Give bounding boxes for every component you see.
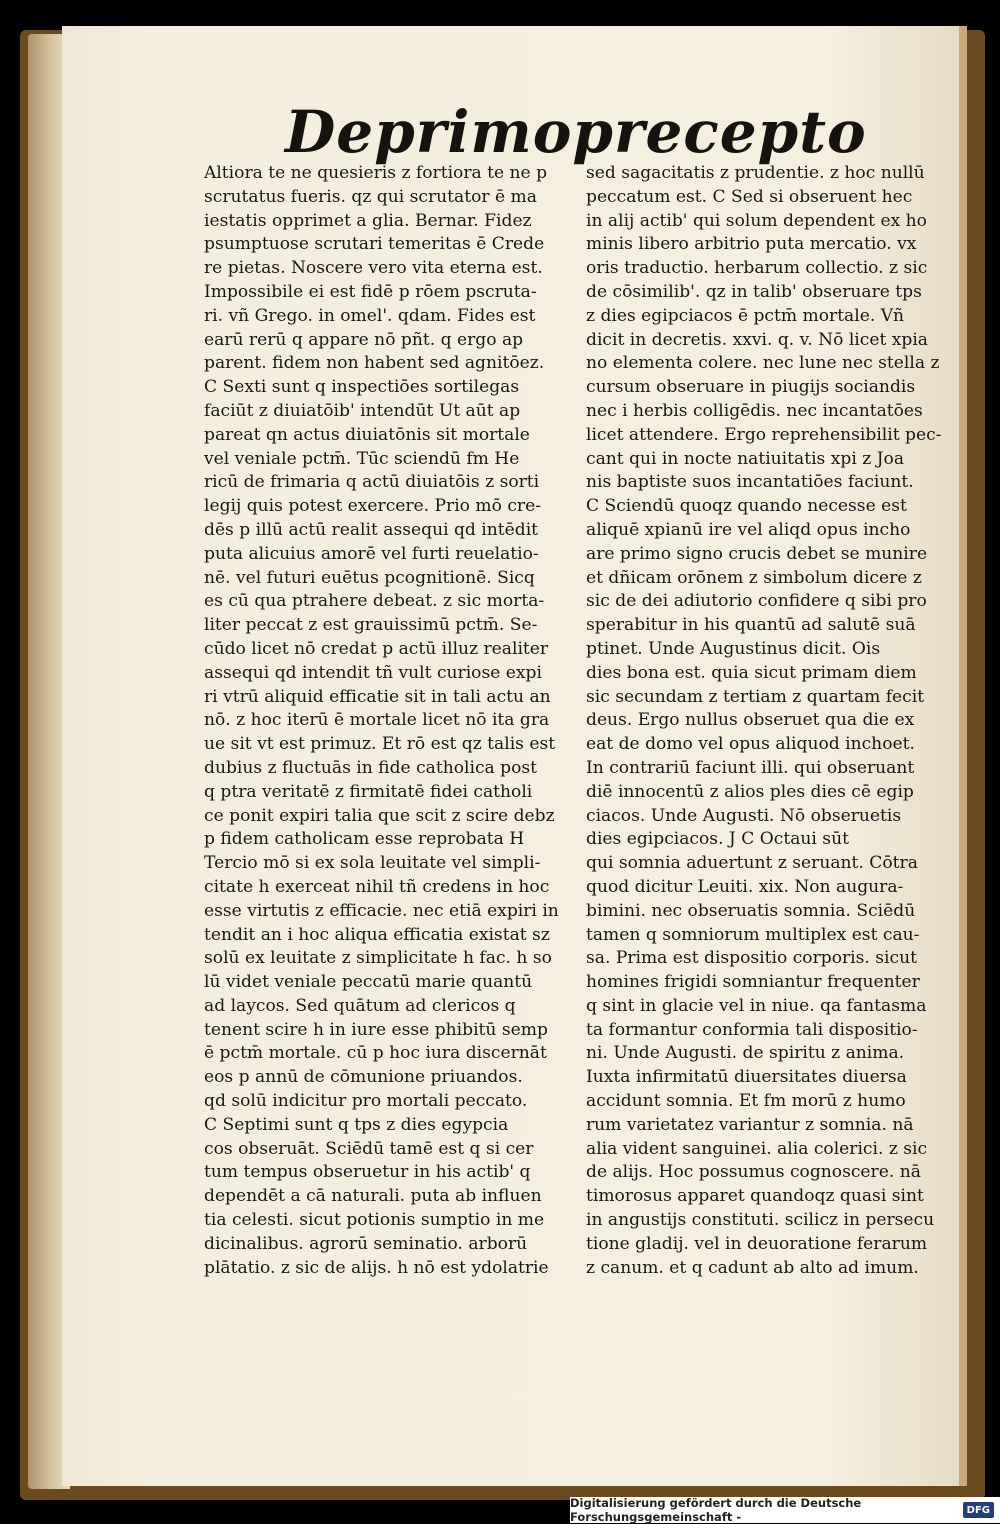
text-line: are primo signo crucis debet se munire [586, 543, 928, 564]
text-line: Tercio mō si ex sola leuitate vel simpli- [204, 853, 541, 874]
text-line: iestatis opprimet a glia. Bernar. Fidez [204, 210, 532, 231]
text-line: earū rerū q appare nō pñt. q ergo ap [204, 329, 524, 350]
text-line: lū videt veniale peccatū marie quantū [204, 972, 533, 993]
text-line: solū ex leuitate z simplicitate h fac. h so [204, 948, 552, 969]
text-line: assequi qd intendit tñ vult curiose expi [204, 662, 542, 683]
heading-word-2: primo [374, 98, 573, 166]
text-line: re pietas. Noscere vero vita eterna est. [204, 258, 543, 279]
text-line: accidunt somnia. Et fm morū z humo [586, 1091, 906, 1112]
text-line: ciacos. Unde Augusti. Nō obseruetis [586, 805, 902, 826]
text-line: esse virtutis z efficacie. nec etiā expiri in [204, 900, 559, 921]
text-line: licet attendere. Ergo reprehensibilit pec- [586, 424, 942, 445]
text-line: sperabitur in his quantū ad salutē suā [586, 615, 916, 636]
text-line: cant qui in nocte natiuitatis xpi z Joa [586, 448, 905, 469]
text-line: quod dicitur Leuiti. xix. Non augura- [586, 876, 904, 897]
text-line: rum varietatez variantur z somnia. nā [586, 1114, 914, 1135]
page-heading [285, 98, 867, 166]
text-line: q ptra veritatē z firmitatē fidei catholi [204, 781, 533, 802]
text-line: ce ponit expiri talia que scit z scire debz [204, 805, 555, 826]
text-line: es cū qua ptrahere debeat. z sic morta- [204, 591, 545, 612]
text-line: ni. Unde Augusti. de spiritu z anima. [586, 1043, 905, 1064]
text-line: dēs p illū actū realit assequi qd intēdit [204, 519, 539, 540]
text-line: et dñicam orōnem z simbolum dicere z [586, 567, 922, 588]
text-line: scrutatus fueris. qz qui scrutator ē ma [204, 186, 537, 207]
text-line: legij quis potest exercere. Prio mō cre- [204, 496, 541, 517]
text-line: qd solū indicitur pro mortali peccato. [204, 1091, 528, 1112]
text-line: in angustijs constituti. scilicz in persecu [586, 1210, 935, 1231]
text-line: cursum obseruare in piugijs sociandis [586, 377, 916, 398]
text-line: q sint in glacie vel in niue. qa fantasma [586, 995, 927, 1016]
text-line: dubius z fluctuās in fide catholica post [204, 757, 538, 778]
text-line: deus. Ergo nullus obseruet qua die ex [586, 710, 915, 731]
text-line: minis libero arbitrio puta mercatio. vx [586, 234, 917, 255]
text-line: Impossibile ei est fidē p rōem pscruta- [204, 281, 537, 302]
text-line: qui somnia aduertunt z seruant. Cōtra [586, 853, 918, 874]
text-line: ta formantur conformia tali dispositio- [586, 1019, 918, 1040]
text-line: ptinet. Unde Augustinus dicit. Ois [586, 638, 881, 659]
text-line: dependēt a cā naturali. puta ab influen [204, 1186, 542, 1207]
left-text-column [204, 162, 564, 1280]
text-line: dies egipciacos. J C Octaui sūt [586, 829, 849, 850]
text-line: Altiora te ne quesieris z fortiora te ne p [204, 163, 548, 183]
text-line: no elementa colere. nec lune nec stella z [586, 353, 940, 374]
text-line: cos obseruāt. Sciēdū tamē est q si cer [204, 1138, 534, 1159]
text-line: tum tempus obseruetur in his actib' q [204, 1162, 531, 1183]
text-line: dies bona est. quia sicut primam diem [586, 662, 917, 683]
heading-word-3: precepto [572, 98, 867, 166]
text-line: sa. Prima est dispositio corporis. sicut [586, 948, 917, 969]
text-line: diē innocentū z alios ples dies cē egip [586, 781, 914, 802]
text-line: ri vtrū aliquid efficatie sit in tali actu an [204, 686, 551, 707]
text-line: sic de dei adiutorio confidere q sibi pro [586, 591, 927, 612]
right-text-column [586, 162, 946, 1280]
text-line: C Sciendū quoqz quando necesse est [586, 496, 907, 517]
text-line: z dies egipciacos ē pctm̄ mortale. Vñ [586, 305, 905, 326]
text-line: liter peccat z est grauissimū pctm̄. Se- [204, 615, 538, 636]
text-line: puta alicuius amorē vel furti reuelatio- [204, 543, 539, 564]
text-line: aliquē xpianū ire vel aliqd opus incho [586, 519, 911, 540]
text-line: eos p annū de cōmunione priuandos. [204, 1067, 523, 1088]
text-line: peccatum est. C Sed si obseruent hec [586, 186, 913, 207]
text-line: p fidem catholicam esse reprobata H [204, 829, 525, 850]
dfg-logo: DFG [963, 1502, 994, 1518]
text-line: ē pctm̄ mortale. cū p hoc iura discernāt [204, 1043, 547, 1064]
text-line: Iuxta infirmitatū diuersitates diuersa [586, 1067, 907, 1088]
text-line: plātatio. z sic de alijs. h nō est ydolatrie [204, 1257, 549, 1278]
text-line: oris traductio. herbarum collectio. z sic [586, 258, 928, 279]
text-line: tia celesti. sicut potionis sumptio in me [204, 1210, 545, 1231]
text-line: C Sexti sunt q inspectiōes sortilegas [204, 377, 520, 398]
text-line: nec i herbis colligēdis. nec incantatōes [586, 400, 923, 421]
text-line: eat de domo vel opus aliquod inchoet. [586, 734, 915, 755]
text-line: homines frigidi somniantur frequenter [586, 972, 920, 993]
text-line: timorosus apparet quandoqz quasi sint [586, 1186, 924, 1207]
text-line: sed sagacitatis z prudentie. z hoc nullū [586, 163, 925, 183]
text-line: vel veniale pctm̄. Tūc sciendū fm He [204, 448, 520, 469]
text-line: ue sit vt est primuz. Et rō est qz talis est [204, 734, 556, 755]
footer-credit-text: Digitalisierung gefördert durch die Deutsche Forschungsgemeinschaft - [570, 1496, 862, 1524]
text-line: in alij actib' qui solum dependent ex ho [586, 210, 927, 231]
text-line: bimini. nec obseruatis somnia. Sciēdū [586, 900, 916, 921]
text-line: pareat qn actus diuiatōnis sit mortale [204, 424, 530, 445]
text-line: de alijs. Hoc possumus cognoscere. nā [586, 1162, 921, 1183]
text-line: C Septimi sunt q tps z dies egypcia [204, 1114, 509, 1135]
text-line: de cōsimilib'. qz in talib' obseruare tps [586, 281, 922, 302]
text-line: tendit an i hoc aliqua efficatia existat sz [204, 924, 550, 945]
text-line: nē. vel futuri euētus pcognitionē. Sicq [204, 567, 535, 588]
text-line: ricū de frimaria q actū diuiatōis z sorti [204, 472, 540, 493]
text-line: dicit in decretis. xxvi. q. v. Nō licet xpia [586, 329, 928, 350]
text-line: tenent scire h in iure esse phibitū semp [204, 1019, 548, 1040]
text-line: z canum. et q cadunt ab alto ad imum. [586, 1257, 919, 1278]
text-line: ri. vñ Grego. in omel'. qdam. Fides est [204, 305, 536, 326]
text-line: nō. z hoc iterū ē mortale licet nō ita gra [204, 710, 550, 731]
digitization-footer [570, 1497, 1000, 1523]
text-line: psumptuose scrutari temeritas ē Crede [204, 234, 545, 255]
text-line: nis baptiste suos incantatiōes faciunt. [586, 472, 914, 493]
text-line: sic secundam z tertiam z quartam fecit [586, 686, 925, 707]
text-line: alia vident sanguinei. alia colerici. z sic [586, 1138, 928, 1159]
text-line: ad laycos. Sed quātum ad clericos q [204, 995, 516, 1016]
heading-word-1: De [285, 98, 375, 166]
text-line: faciūt z diuiatōib' intendūt Ut aūt ap [204, 400, 521, 421]
text-line: dicinalibus. agrorū seminatio. arborū [204, 1233, 528, 1254]
text-line: tione gladij. vel in deuoratione ferarum [586, 1233, 928, 1254]
text-line: cūdo licet nō credat p actū illuz realiter [204, 638, 549, 659]
text-line: citate h exerceat nihil tñ credens in hoc [204, 876, 550, 897]
text-line: In contrariū faciunt illi. qui obseruant [586, 757, 915, 778]
text-line: parent. fidem non habent sed agnitōez. [204, 353, 545, 374]
text-line: tamen q somniorum multiplex est cau- [586, 924, 920, 945]
